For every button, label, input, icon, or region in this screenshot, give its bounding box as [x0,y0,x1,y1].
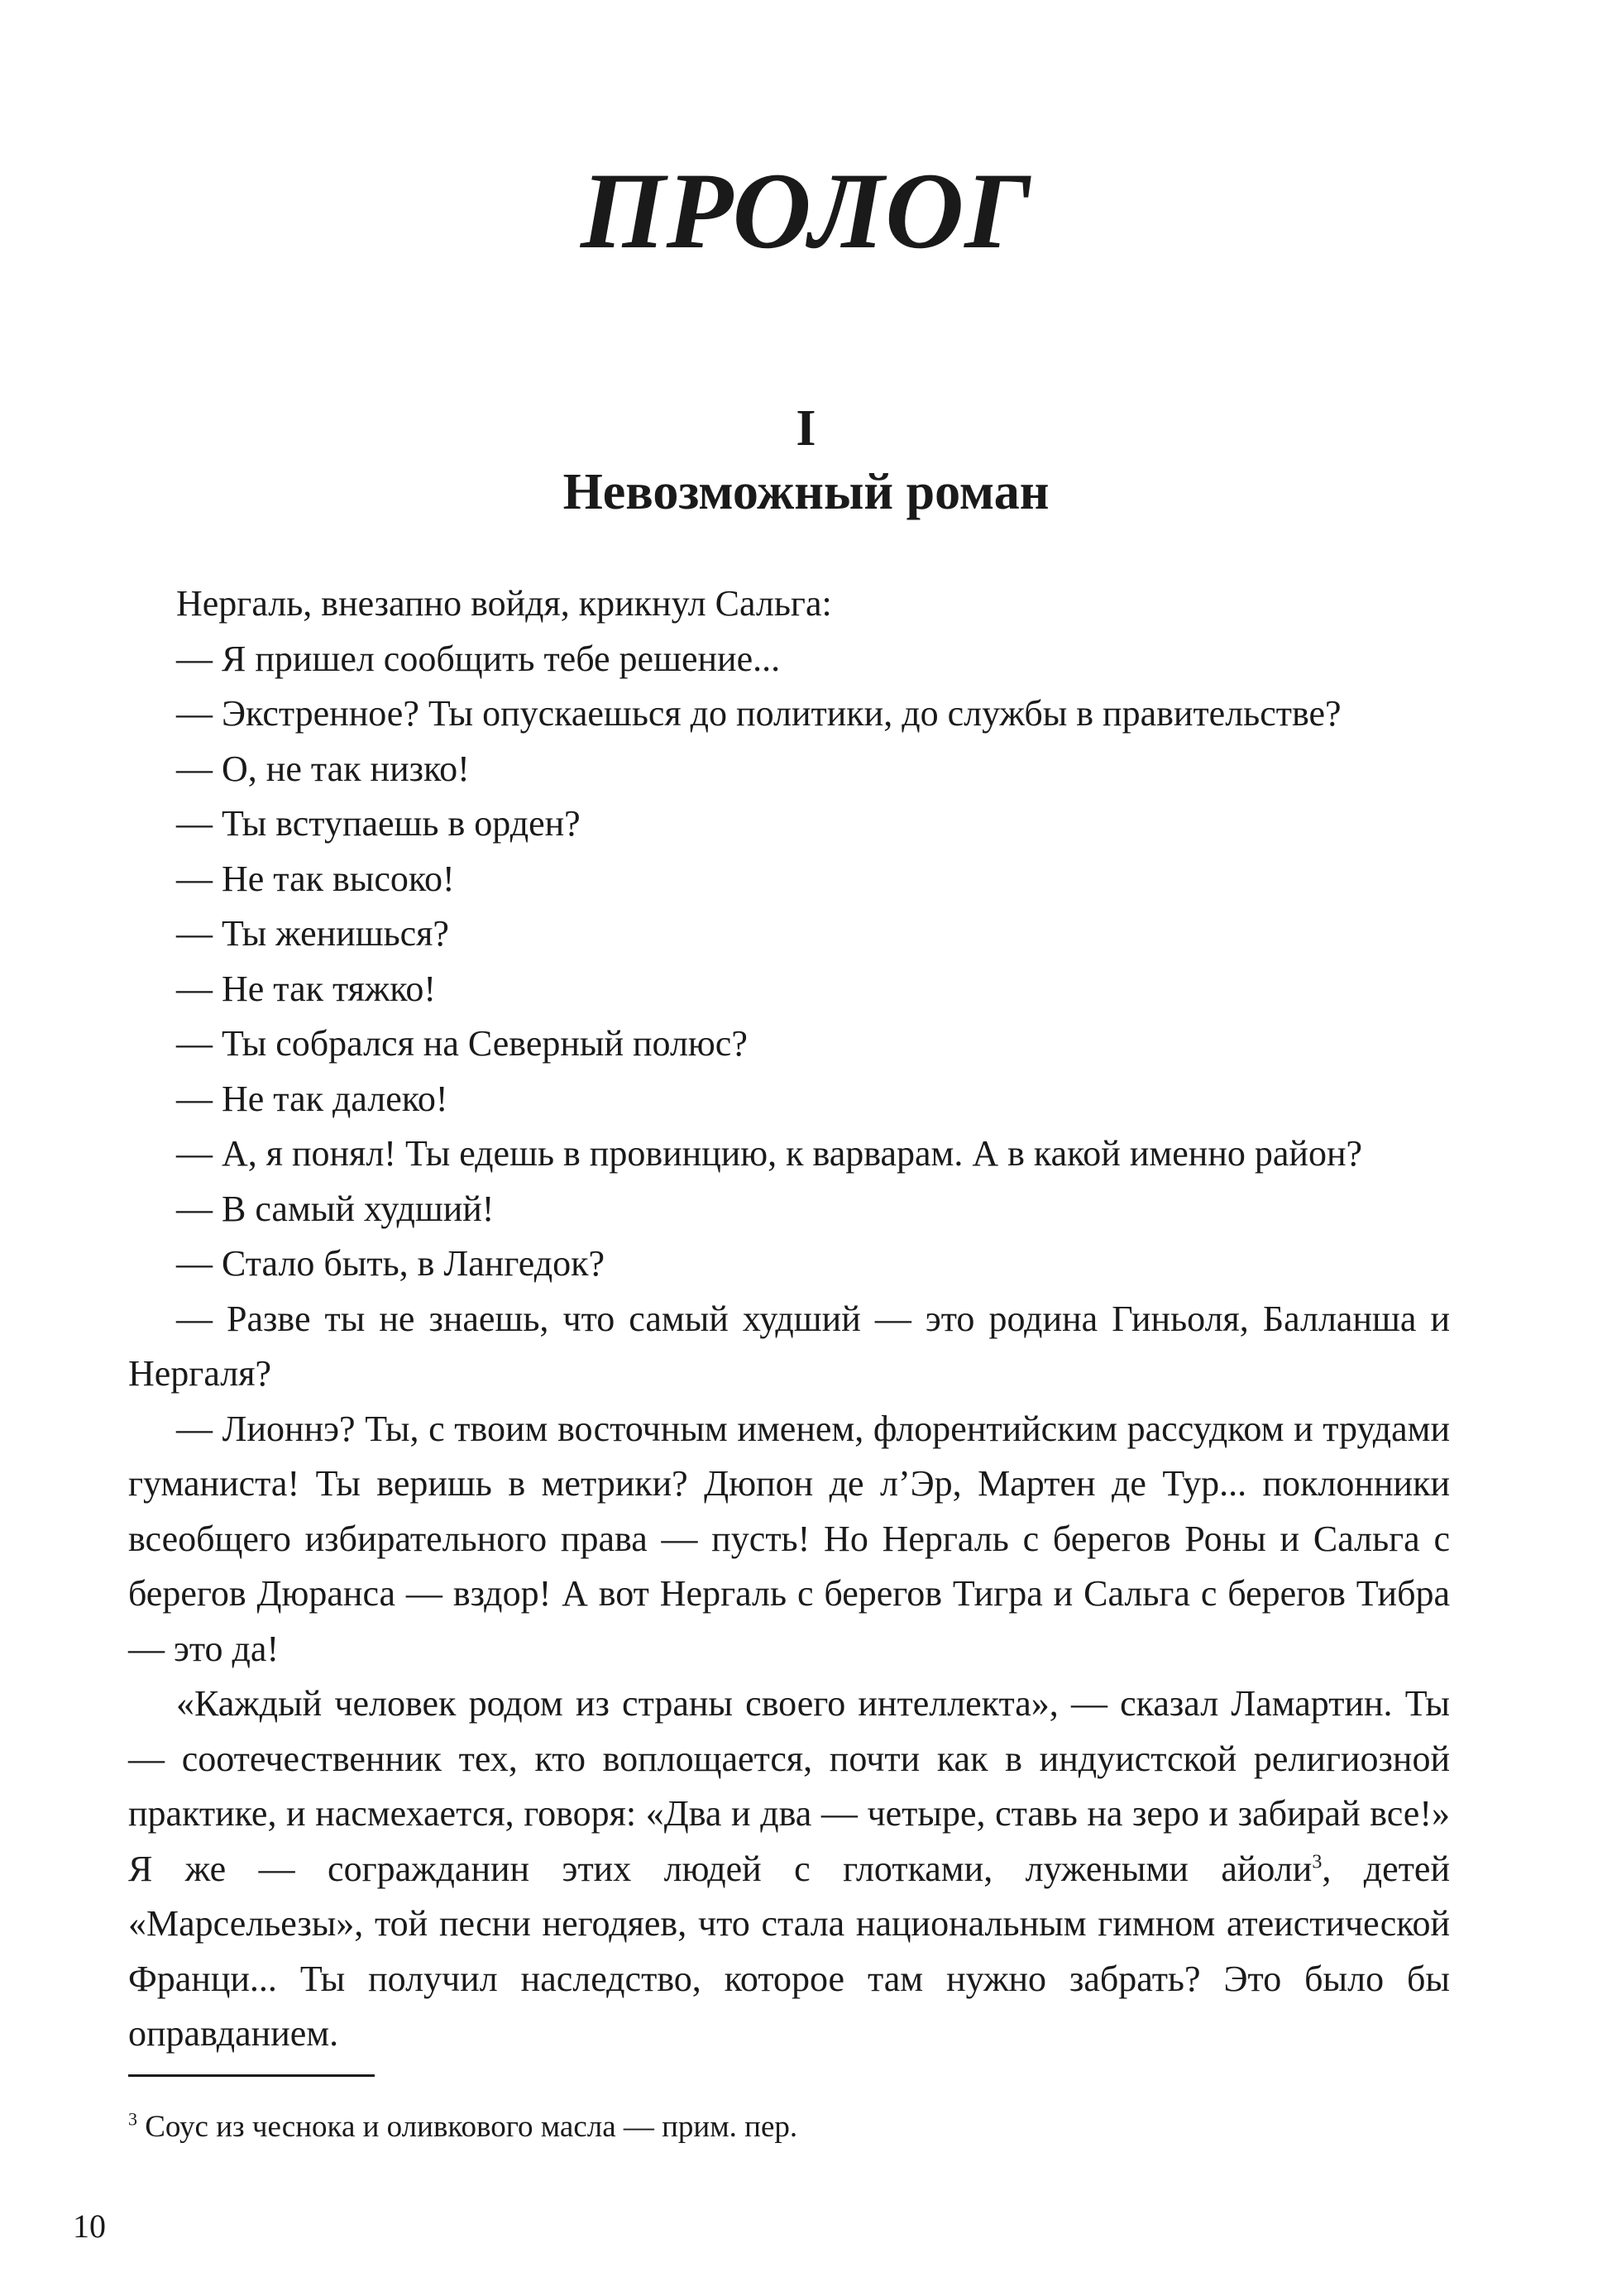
paragraph: — Не так далеко! [176,1078,448,1119]
page-number: 10 [73,2208,106,2245]
paragraph: — Стало быть, в Лангедок? [176,1243,605,1284]
paragraph-text: , детей «Марсельезы», той песни негодяев, что стала национальным гимном атеистической Франци... Ты получил наследство, которое там нужно забрать? Это было бы оправданием. [128,1848,1450,2054]
paragraph: — О, не так низко! [176,748,470,789]
footnote-marker: 3 [128,2108,137,2130]
paragraph: — Ты вступаешь в орден? [176,803,581,844]
chapter-number: I [796,400,816,457]
paragraph: — Я пришел сообщить тебе решение... [176,638,781,679]
paragraph: — В самый худший! [176,1188,495,1229]
paragraph: Нергаль, внезапно войдя, крикнул Сальга: [176,583,832,624]
body-text [128,576,1450,2062]
paragraph-text: «Каждый человек родом из страны своего интеллекта», — сказал Ламартин. Ты — соотечественник тех, кто воплощается, почти как в индуистской религиозной практике, и насмехается, говоря: «Два и два — четыре, ставь на зеро и забирай все!» Я же — согражданин этих людей с глотками, лужеными айоли [128,1683,1450,1889]
footnote-text: Соус из чеснока и оливкового масла — прим. пер. [137,2110,798,2144]
paragraph: — Лионнэ? Ты, с твоим восточным именем, флорентийским рассудком и трудами гуманиста! Ты веришь в метрики? Дюпон де л’Эр, Мартен де Тур... поклонники всеобщего избирательного права — пусть! Но Нергаль с берегов Роны и Сальга с берегов Дюранса — вздор! А вот Нергаль с берегов Тигра и Сальга с берегов Тибра — это да! [128,1408,1450,1669]
footnote-reference[interactable]: 3 [1312,1850,1323,1873]
paragraph: — Экстренное? Ты опускаешься до политики, до службы в правительстве? [176,693,1342,734]
paragraph: — Ты женишься? [176,913,449,954]
chapter-title: Невозможный роман [562,464,1050,520]
part-title: ПРОЛОГ [580,150,1032,271]
paragraph: — Разве ты не знаешь, что самый худший — это родина Гиньоля, Балланша и Нергаля? [128,1298,1450,1394]
footnote-divider [128,2074,375,2077]
paragraph: — А, я понял! Ты едешь в провинцию, к варварам. А в какой именно район? [176,1133,1363,1174]
paragraph: — Не так тяжко! [176,968,437,1009]
footnote [128,2107,797,2147]
paragraph: — Не так высоко! [176,858,455,899]
paragraph [128,1677,1450,2062]
paragraph: — Ты собрался на Северный полюс? [176,1023,748,1064]
